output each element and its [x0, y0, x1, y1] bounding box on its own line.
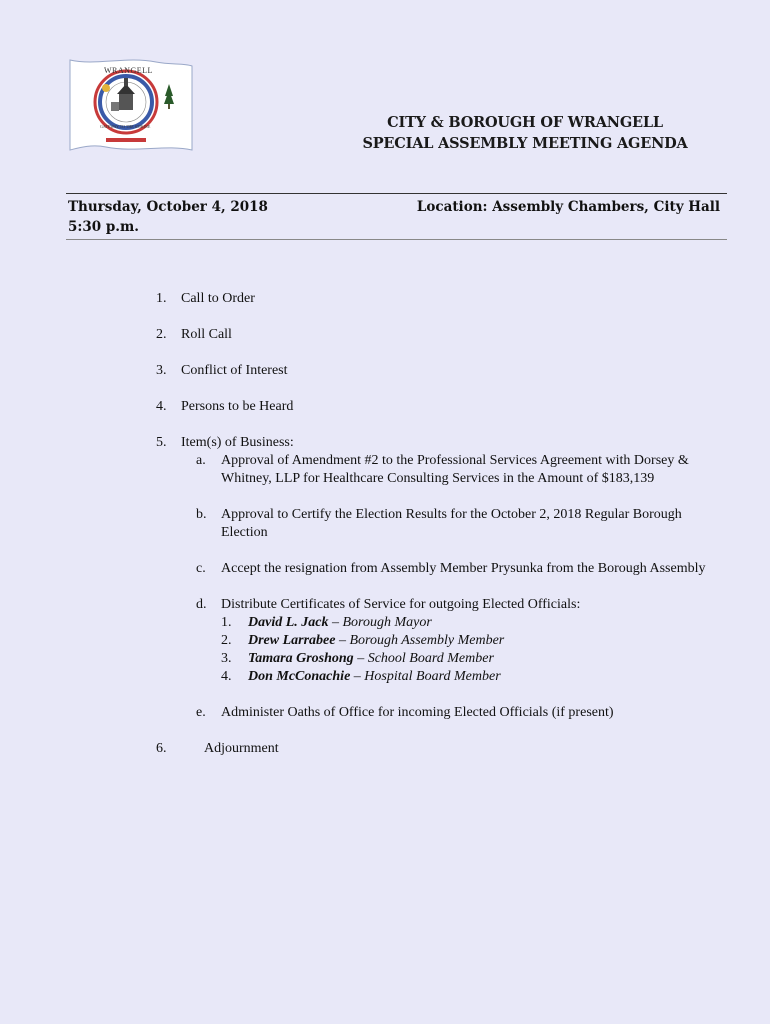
certificate-number: 3.: [221, 651, 232, 666]
agenda-item-number: 5.: [156, 435, 167, 450]
business-item-letter: c.: [196, 561, 206, 576]
business-item-text: Accept the resignation from Assembly Member Prysunka from the Borough Assembly: [221, 561, 706, 576]
business-item: [156, 506, 716, 542]
meeting-datetime: [68, 197, 268, 237]
agenda-item-text: Adjournment: [204, 741, 279, 756]
agenda-item: [156, 362, 716, 380]
agenda-item-number: 4.: [156, 399, 167, 414]
meeting-date: Thursday, October 4, 2018: [68, 199, 268, 215]
certificate-item: [156, 632, 716, 650]
title-line-1: CITY & BOROUGH OF WRANGELL: [387, 114, 663, 131]
certificate-item: [156, 614, 716, 632]
certificate-list: [156, 614, 716, 686]
official-name: Tamara Groshong: [248, 651, 354, 666]
business-item-text: Administer Oaths of Office for incoming Elected Officials (if present): [221, 705, 614, 720]
agenda-list: [156, 290, 716, 758]
agenda-item: [156, 326, 716, 344]
official-name: Drew Larrabee: [248, 633, 336, 648]
certificate-number: 1.: [221, 615, 232, 630]
header-divider-bottom: [66, 239, 727, 240]
agenda-item-text: Item(s) of Business:: [181, 435, 294, 450]
official-role: – Borough Assembly Member: [335, 633, 505, 648]
business-item-text: Approval of Amendment #2 to the Professional Services Agreement with Dorsey & Whitney, LLP for Healthcare Consulting Services in the Amount of $183,139: [221, 453, 689, 486]
agenda-item-number: 2.: [156, 327, 167, 342]
official-role: – Hospital Board Member: [350, 669, 501, 684]
title-line-2: SPECIAL ASSEMBLY MEETING AGENDA: [362, 135, 688, 152]
agenda-item-text: Conflict of Interest: [181, 363, 288, 378]
agenda-item-text: Roll Call: [181, 327, 232, 342]
certificate-number: 4.: [221, 669, 232, 684]
business-item-letter: e.: [196, 705, 206, 720]
logo-band-text: GATEWAY TO THE STIKINE: [100, 124, 151, 129]
agenda-item-number: 3.: [156, 363, 167, 378]
official-name: Don McConachie: [248, 669, 351, 684]
agenda-item-number: 1.: [156, 291, 167, 306]
certificate-item: [156, 650, 716, 668]
business-item-text: Distribute Certificates of Service for outgoing Elected Officials:: [221, 597, 581, 612]
logo-top-text: WRANGELL: [104, 66, 153, 75]
agenda-item-adjournment: [156, 740, 716, 758]
business-item-letter: a.: [196, 453, 206, 468]
business-item: [156, 596, 716, 614]
certificate-number: 2.: [221, 633, 232, 648]
agenda-item-business: [156, 434, 716, 722]
certificate-item: [156, 668, 716, 686]
meeting-location: Location: Assembly Chambers, City Hall: [416, 199, 720, 215]
agenda-item-text: Persons to be Heard: [181, 399, 294, 414]
header-divider-top: [66, 193, 727, 194]
agenda-item: [156, 290, 716, 308]
official-name: David L. Jack: [248, 615, 329, 630]
business-item-text: Approval to Certify the Election Results for the October 2, 2018 Regular Borough Election: [221, 507, 682, 540]
agenda-item-text: Call to Order: [181, 291, 255, 306]
business-item: [156, 452, 716, 488]
business-item: [156, 560, 716, 578]
business-item-letter: b.: [196, 507, 207, 522]
meeting-time: 5:30 p.m.: [68, 219, 139, 235]
agenda-item: [156, 398, 716, 416]
official-role: – Borough Mayor: [328, 615, 432, 630]
logo-bottom-text: INCORPORATED JUNE 1903: [106, 142, 150, 146]
agenda-item-number: 6.: [156, 741, 167, 756]
city-seal-logo: [66, 58, 194, 153]
document-title: [330, 112, 720, 154]
business-item-letter: d.: [196, 597, 207, 612]
business-item: [156, 704, 716, 722]
official-role: – School Board Member: [353, 651, 494, 666]
